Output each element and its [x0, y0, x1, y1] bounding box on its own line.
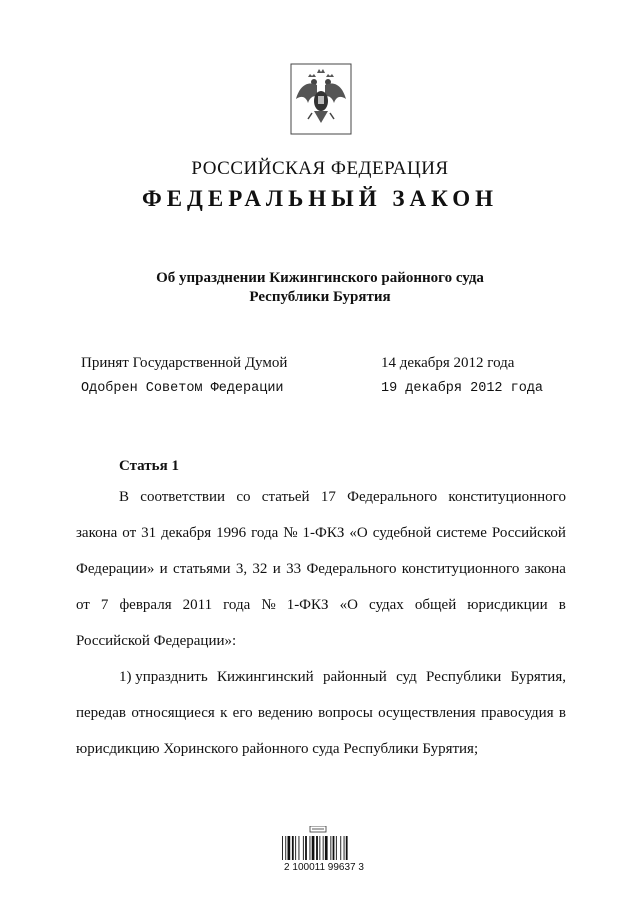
barcode-bar: [305, 836, 307, 860]
barcode-bar: [316, 836, 318, 860]
barcode-bar: [319, 836, 320, 860]
barcode-bar: [340, 836, 341, 860]
word: в: [558, 705, 566, 721]
barcode-bar: [310, 836, 311, 860]
word: 1) упразднить: [119, 669, 208, 685]
word: суд: [396, 669, 417, 685]
item-line: [76, 669, 566, 686]
law-type-heading: ФЕДЕРАЛЬНЫЙ ЗАКОН: [141, 186, 499, 211]
word: Федерального: [306, 561, 397, 577]
barcode-bar: [285, 836, 286, 860]
paragraph-line: [76, 561, 566, 578]
word: районный: [322, 669, 387, 685]
council-approval-label: Одобрен Советом Федерации: [81, 381, 284, 396]
word: судебной: [372, 525, 432, 541]
word: 1-ФКЗ: [302, 525, 345, 541]
word: декабря: [161, 525, 212, 541]
barcode-bar: [333, 836, 335, 860]
word: закона: [76, 525, 118, 541]
word: 17: [320, 489, 336, 505]
word: к: [220, 705, 228, 721]
barcode-bar: [346, 836, 348, 860]
word: относящиеся: [131, 705, 215, 721]
word: 7: [100, 597, 109, 613]
word: В: [119, 489, 130, 505]
word: №: [283, 525, 298, 541]
word: и: [272, 561, 281, 577]
word: Бурятия,: [510, 669, 566, 685]
word: ведению: [257, 705, 313, 721]
barcode-bar: [312, 836, 315, 860]
item-line: юрисдикцию Хоринского районного суда Республики Бурятия;: [76, 741, 479, 757]
law-subject-line-2: Республики Бурятия: [249, 289, 391, 305]
barcode: [280, 826, 372, 884]
item-line: [76, 705, 566, 722]
country-heading: РОССИЙСКАЯ ФЕДЕРАЦИЯ: [191, 158, 449, 179]
word: Российской: [491, 525, 566, 541]
word: 1-ФКЗ: [286, 597, 329, 613]
word: правосудия: [480, 705, 554, 721]
word: судах: [369, 597, 404, 613]
word: общей: [414, 597, 457, 613]
barcode-bars: [282, 836, 348, 860]
word: 2011: [182, 597, 213, 613]
barcode-bar: [303, 836, 304, 860]
word: от: [122, 525, 137, 541]
word: статьей: [261, 489, 310, 505]
barcode-bar: [288, 836, 291, 860]
barcode-bar: [323, 836, 324, 860]
paragraph-line: [76, 525, 566, 542]
law-subject: [0, 269, 640, 307]
article-title: Статья 1: [119, 458, 179, 474]
barcode-bar: [344, 836, 345, 860]
word: его: [232, 705, 253, 721]
word: передав: [76, 705, 127, 721]
word: вопросы: [318, 705, 373, 721]
word: со: [236, 489, 251, 505]
word: в: [558, 597, 566, 613]
word: Республики: [426, 669, 502, 685]
word: закона: [524, 561, 566, 577]
word: года: [251, 525, 279, 541]
word: соответствии: [140, 489, 226, 505]
word: статьями: [173, 561, 231, 577]
duma-adoption-date: 14 декабря 2012 года: [381, 355, 515, 371]
word: №: [261, 597, 276, 613]
barcode-bar: [336, 836, 337, 860]
word: Кижингинский: [216, 669, 314, 685]
word: 1996: [216, 525, 247, 541]
barcode-bar: [295, 836, 296, 860]
word: «О: [349, 525, 368, 541]
word: конституционного: [448, 489, 566, 505]
word: февраля: [119, 597, 172, 613]
word: системе: [436, 525, 487, 541]
duma-adoption-label: Принят Государственной Думой: [81, 355, 288, 371]
barcode-bar: [330, 836, 331, 860]
word: 31: [141, 525, 157, 541]
barcode-bar: [325, 836, 328, 860]
word: Федерации»: [76, 561, 155, 577]
word: 32: [252, 561, 268, 577]
barcode-bar: [299, 836, 300, 860]
word: юрисдикции: [467, 597, 548, 613]
word: года: [223, 597, 251, 613]
coat-of-arms-emblem: [290, 63, 352, 135]
paragraph-line: [76, 489, 566, 506]
word: и: [159, 561, 168, 577]
barcode-number: 2 100011 99637 3: [284, 862, 364, 873]
council-approval-date: 19 декабря 2012 года: [381, 381, 544, 396]
word: 3,: [235, 561, 248, 577]
word: осуществления: [378, 705, 476, 721]
word: «О: [339, 597, 358, 613]
word: 33: [286, 561, 302, 577]
word: от: [76, 597, 90, 613]
word: Федерального: [347, 489, 438, 505]
barcode-stamp: [310, 826, 326, 832]
barcode-bar: [282, 836, 283, 860]
paragraph-line: Российской Федерации»:: [76, 633, 237, 649]
law-subject-line-1: Об упразднении Кижингинского районного суда: [156, 270, 484, 286]
paragraph-line: [76, 597, 566, 614]
word: конституционного: [401, 561, 520, 577]
barcode-bar: [292, 836, 294, 860]
